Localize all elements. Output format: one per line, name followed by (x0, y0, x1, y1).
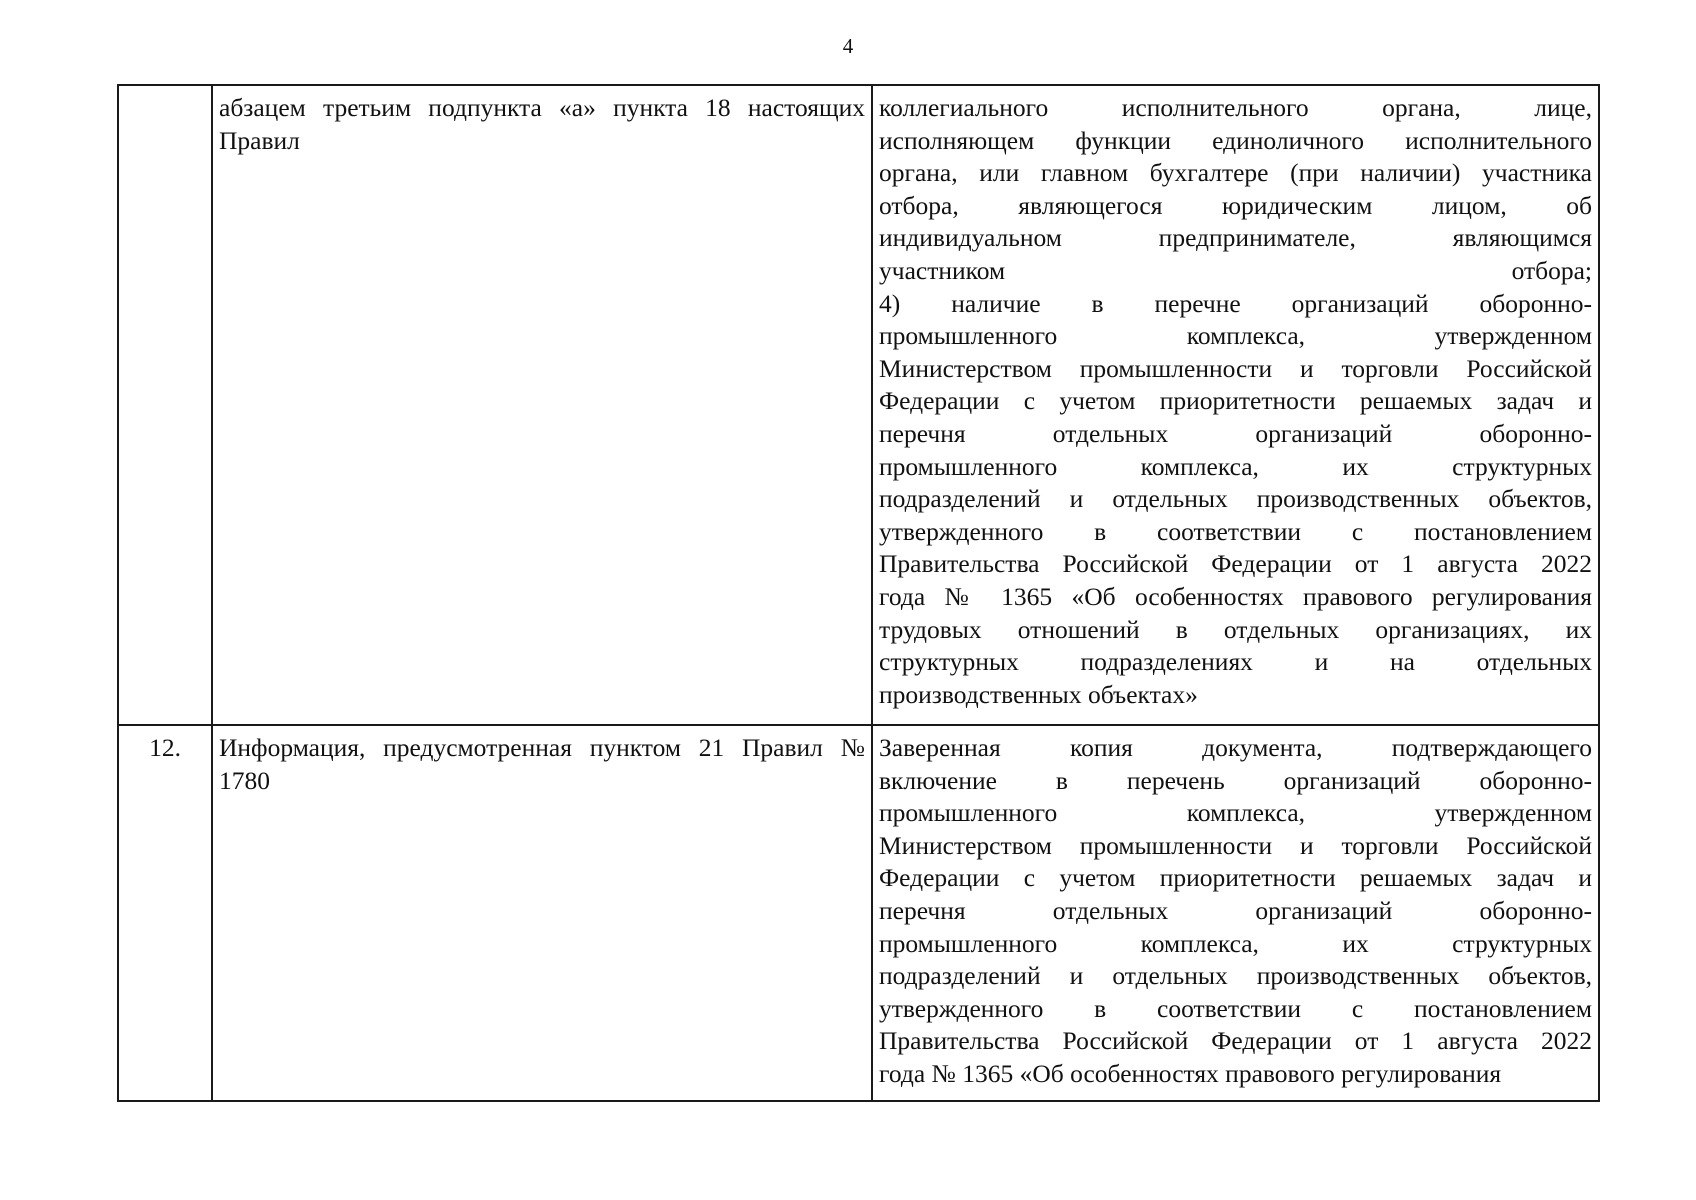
requirement-cell: Информация, предусмотренная пунктом 21 Правил № 1780 (212, 725, 872, 1101)
text-line: промышленного комплекса, утвержденном (879, 321, 1592, 351)
document-cell (872, 725, 1599, 1101)
document-cell (872, 85, 1599, 725)
text-line: органа, или главном бухгалтере (при наличии) участника (879, 158, 1592, 188)
text-line: перечня отдельных организаций оборонно- (879, 418, 1592, 448)
text-line: года № 1365 «Об особенностях правового регулирования (879, 1058, 1502, 1088)
row-number-cell: 12. (118, 725, 212, 1101)
text-line: Заверенная копия документа, подтверждающего (879, 733, 1592, 762)
text-line: Министерством промышленности и торговли Российской (879, 353, 1592, 383)
text-line: промышленного комплекса, их структурных (879, 928, 1592, 958)
text-line: Министерством промышленности и торговли Российской (879, 830, 1592, 860)
text-line: Федерации с учетом приоритетности решаемых задач и (879, 863, 1592, 893)
text-line: подразделений и отдельных производственных объектов, (879, 961, 1592, 991)
text-line: промышленного комплекса, их структурных (879, 451, 1592, 481)
text-line: участником отбора; (879, 255, 1592, 285)
row-number-cell (118, 85, 212, 725)
text-line: подразделений и отдельных производственных объектов, (879, 484, 1592, 514)
text-line: Правительства Российской Федерации от 1 августа 2022 (879, 549, 1592, 579)
text-line: утвержденного в соответствии с постановлением (879, 993, 1592, 1023)
text-line: Федерации с учетом приоритетности решаемых задач и (879, 386, 1592, 416)
text-line: исполняющем функции единоличного исполнительного (879, 125, 1592, 155)
text-line: производственных объектах» (879, 679, 1198, 709)
text-line: промышленного комплекса, утвержденном (879, 798, 1592, 828)
text-line: 4) наличие в перечне организаций оборонно- (879, 288, 1592, 318)
text-line: Правительства Российской Федерации от 1 августа 2022 (879, 1026, 1592, 1056)
text-line: структурных подразделениях и на отдельных (879, 647, 1592, 677)
table-row (118, 725, 1599, 1101)
text-line: перечня отдельных организаций оборонно- (879, 895, 1592, 925)
text-line: трудовых отношений в отдельных организациях, их (879, 614, 1592, 644)
text-line: коллегиального исполнительного органа, лице, (879, 93, 1592, 122)
text-line: индивидуальном предпринимателе, являющимся (879, 223, 1592, 253)
requirements-table (117, 84, 1600, 1102)
table-row (118, 85, 1599, 725)
requirement-cell: абзацем третьим подпункта «а» пункта 18 настоящих Правил (212, 85, 872, 725)
text-line: утвержденного в соответствии с постановлением (879, 516, 1592, 546)
page-number: 4 (842, 34, 854, 58)
text-line: года № 1365 «Об особенностях правового регулирования (879, 581, 1592, 611)
text-line: отбора, являющегося юридическим лицом, об (879, 190, 1592, 220)
text-line: включение в перечень организаций оборонно- (879, 765, 1592, 795)
